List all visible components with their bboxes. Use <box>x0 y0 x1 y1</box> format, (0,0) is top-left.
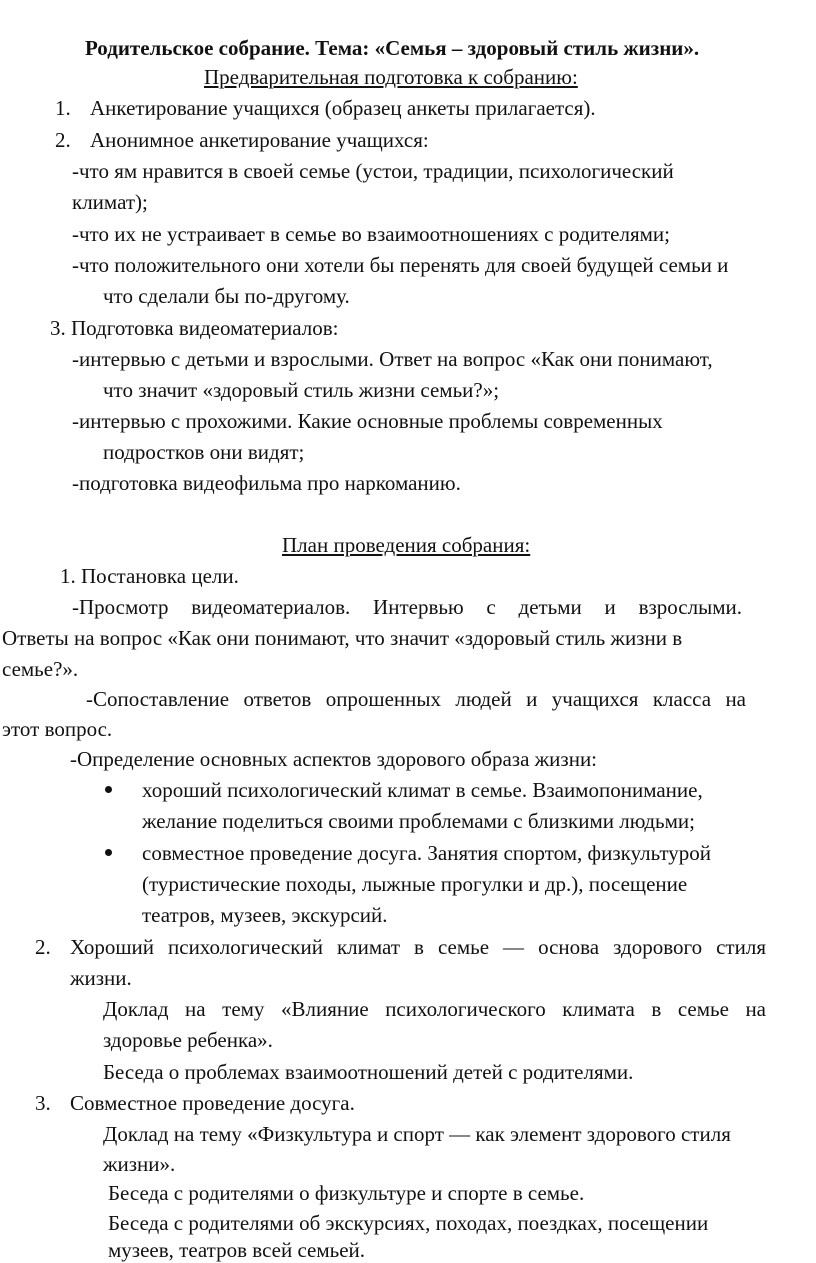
plan-step-1-para-1-line-1: -Просмотр видеоматериалов. Интервью с детьми и взрослыми. <box>72 595 742 619</box>
aspect-2-line-1: совместное проведение досуга. Занятия спортом, физкультурой <box>142 841 712 865</box>
prep-item-number: 2. <box>55 128 71 152</box>
question-1-line-1: -что ям нравится в своей семье (устои, традиции, психологический <box>72 159 674 183</box>
plan-step-3-report-line-1: Доклад на тему «Физкультура и спорт — как элемент здорового стиля <box>103 1122 731 1146</box>
plan-step-number: 3. <box>35 1091 51 1115</box>
prep-item-3: 3. Подготовка видеоматериалов: <box>50 316 339 340</box>
plan-step-1-para-2-line-1: -Сопоставление ответов опрошенных людей и учащихся класса на <box>86 687 746 711</box>
bullet-icon <box>105 786 112 793</box>
question-3-line-1: -что положительного они хотели бы перенять для своей будущей семьи и <box>72 253 729 277</box>
plan-step-1-para-3: -Определение основных аспектов здорового образа жизни: <box>70 747 598 771</box>
plan-step-1-para-2-line-2: этот вопрос. <box>2 717 113 741</box>
plan-step-2-line-1: Хороший психологический климат в семье — основа здорового стиля <box>70 935 766 959</box>
plan-step-2-talk: Беседа о проблемах взаимоотношений детей с родителями. <box>103 1060 634 1084</box>
plan-step-1-para-1-line-3: семье?». <box>2 657 79 681</box>
plan-step-2-report-line-2: здоровье ребенка». <box>103 1028 273 1052</box>
aspect-1-line-1: хороший психологический климат в семье. Взаимопонимание, <box>142 778 703 802</box>
prep-item-number: 1. <box>55 96 71 120</box>
prep-item-2: Анонимное анкетирование учащихся: <box>90 128 429 152</box>
plan-step-3: Совместное проведение досуга. <box>70 1091 355 1115</box>
plan-step-3-talk-2-line-1: Беседа с родителями об экскурсиях, походах, поездках, посещении <box>108 1211 709 1235</box>
plan-step-3-talk-2-line-2: музеев, театров всей семьей. <box>108 1238 366 1262</box>
prep-heading: Предварительная подготовка к собранию: <box>204 65 578 89</box>
aspect-2-line-3: театров, музеев, экскурсий. <box>142 903 388 927</box>
question-3-line-2: что сделали бы по-другому. <box>103 284 350 308</box>
plan-step-number: 2. <box>35 935 51 959</box>
prep-item-1: Анкетирование учащихся (образец анкеты прилагается). <box>90 96 596 120</box>
aspect-2-line-2: (туристические походы, лыжные прогулки и др.), посещение <box>142 872 688 896</box>
plan-heading: План проведения собрания: <box>282 533 531 557</box>
plan-step-2-report-line-1: Доклад на тему «Влияние психологического климата в семье на <box>103 997 766 1021</box>
question-1-line-2: климат); <box>72 190 148 214</box>
plan-step-3-talk-1: Беседа с родителями о физкультуре и спорте в семье. <box>108 1181 585 1205</box>
video-item-2-line-1: -интервью с прохожими. Какие основные проблемы современных <box>72 409 663 433</box>
video-item-1-line-1: -интервью с детьми и взрослыми. Ответ на вопрос «Как они понимают, <box>72 347 713 371</box>
aspect-1-line-2: желание поделиться своими проблемами с близкими людьми; <box>142 809 695 833</box>
plan-step-1: 1. Постановка цели. <box>60 564 239 588</box>
video-item-3: -подготовка видеофильма про наркоманию. <box>72 471 461 495</box>
bullet-icon <box>105 849 112 856</box>
document-title: Родительское собрание. Тема: «Семья – здоровый стиль жизни». <box>85 36 700 60</box>
plan-step-3-report-line-2: жизни». <box>103 1152 176 1176</box>
plan-step-1-para-1-line-2: Ответы на вопрос «Как они понимают, что значит «здоровый стиль жизни в <box>2 626 683 650</box>
video-item-1-line-2: что значит «здоровый стиль жизни семьи?»; <box>103 378 500 402</box>
question-2: -что их не устраивает в семье во взаимоотношениях с родителями; <box>72 222 671 246</box>
video-item-2-line-2: подростков они видят; <box>103 440 305 464</box>
plan-step-2-line-2: жизни. <box>70 966 132 990</box>
